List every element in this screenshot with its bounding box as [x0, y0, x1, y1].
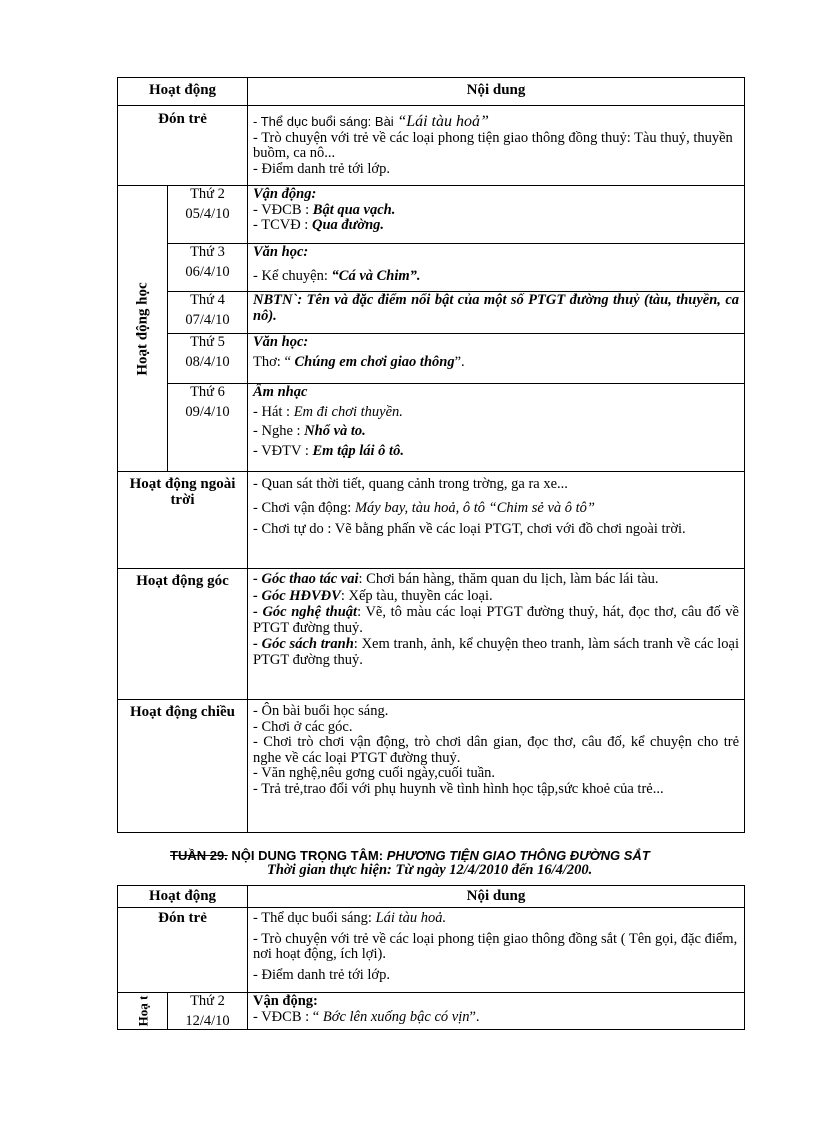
header2-activity: Hoạt động — [118, 886, 248, 908]
day2-mon: Thứ 2 12/4/10 — [168, 993, 248, 1030]
schedule-table-week28 — [117, 77, 745, 833]
label-chieu: Hoạt động chiều — [118, 700, 248, 833]
content-chieu: - Ôn bài buổi học sáng. - Chơi ở các góc. - Chơi trò chơi vận động, trò chơi dân gian, đọc thơ, câu đố, kể chuyện cho trẻ nghe về các loại PTGT đường thuỷ. - Văn nghệ,nêu gơng cuối ngày,cuối tuần. - Trả trẻ,trao đổi với phụ huynh về tình hình học tập,sức khoẻ của trẻ... — [248, 700, 745, 833]
content2-mon: Vận động: - VĐCB : “ Bớc lên xuống bậc có vịn”. — [248, 993, 745, 1030]
content2-don-tre: - Thể dục buổi sáng: Lái tàu hoả. - Trò chuyện với trẻ về các loại phong tiện giao thông đồng sắt ( Tên gọi, đặc điểm, nơi hoạt động, ích lợi). - Điểm danh trẻ tới lớp. — [248, 908, 745, 993]
week-29-time: Thời gian thực hiện: Từ ngày 12/4/2010 đến 16/4/200. — [267, 862, 593, 878]
day-wed: Thứ 4 07/4/10 — [168, 292, 248, 334]
week-29-title: TUẦN 29. NỘI DUNG TRỌNG TÂM: PHƯƠNG TIỆN GIAO THÔNG ĐƯỜNG SẮT — [170, 848, 650, 863]
content-fri: Âm nhạc - Hát : Em đi chơi thuyền. - Nghe : Nhổ và to. - VĐTV : Em tập lái ô tô. — [248, 384, 745, 472]
day-mon: Thứ 2 05/4/10 — [168, 186, 248, 244]
label-hoat-dong-hoc: Hoạt động học — [118, 186, 168, 472]
label2-hoat: Hoạ t — [118, 993, 168, 1030]
day-fri: Thứ 6 09/4/10 — [168, 384, 248, 472]
content-ngoai-troi: - Quan sát thời tiết, quang cảnh trong trờng, ga ra xe... - Chơi vận động: Máy bay, tàu hoả, ô tô “Chim sẻ và ô tô” - Chơi tự do : Vẽ bằng phấn về các loại PTGT, chơi với đồ chơi ngoài trời. — [248, 472, 745, 569]
label-ngoai-troi: Hoạt động ngoài trời — [118, 472, 248, 569]
content-goc: - Góc thao tác vai: Chơi bán hàng, thăm quan du lịch, làm bác lái tàu. - Góc HĐVĐV: Xếp tàu, thuyền các loại. - Góc nghệ thuật: Vẽ, tô màu các loại PTGT đường thuỷ, hát, đọc thơ, câu đố về PTGT đường thuỷ. - Góc sách tranh: Xem tranh, ảnh, kể chuyện theo tranh, làm sách tranh về các loại PTGT đường thuỷ. — [248, 569, 745, 700]
label-goc: Hoạt động góc — [118, 569, 248, 700]
content-tue: Văn học: - Kể chuyện: “Cá và Chim”. — [248, 244, 745, 292]
content-wed: NBTN`: Tên và đặc điểm nổi bật của một số PTGT đường thuỷ (tàu, thuyền, ca nô). — [248, 292, 745, 334]
schedule-table-week29 — [117, 885, 745, 1030]
header-content: Nội dung — [248, 78, 745, 106]
label2-don-tre: Đón trẻ — [118, 908, 248, 993]
label-don-tre: Đón trẻ — [118, 106, 248, 186]
content-mon: Vận động: - VĐCB : Bật qua vạch. - TCVĐ : Qua đường. — [248, 186, 745, 244]
day-thu: Thứ 5 08/4/10 — [168, 334, 248, 384]
day-tue: Thứ 3 06/4/10 — [168, 244, 248, 292]
header-activity: Hoạt động — [118, 78, 248, 106]
content-don-tre: - Thể dục buổi sáng: Bài “Lái tàu hoả” - Trò chuyện với trẻ về các loại phong tiện giao thông đồng thuỷ: Tàu thuỷ, thuyền buồm, ca nô... - Điểm danh trẻ tới lớp. — [248, 106, 745, 186]
content-thu: Văn học: Thơ: “ Chúng em chơi giao thông”. — [248, 334, 745, 384]
header2-content: Nội dung — [248, 886, 745, 908]
